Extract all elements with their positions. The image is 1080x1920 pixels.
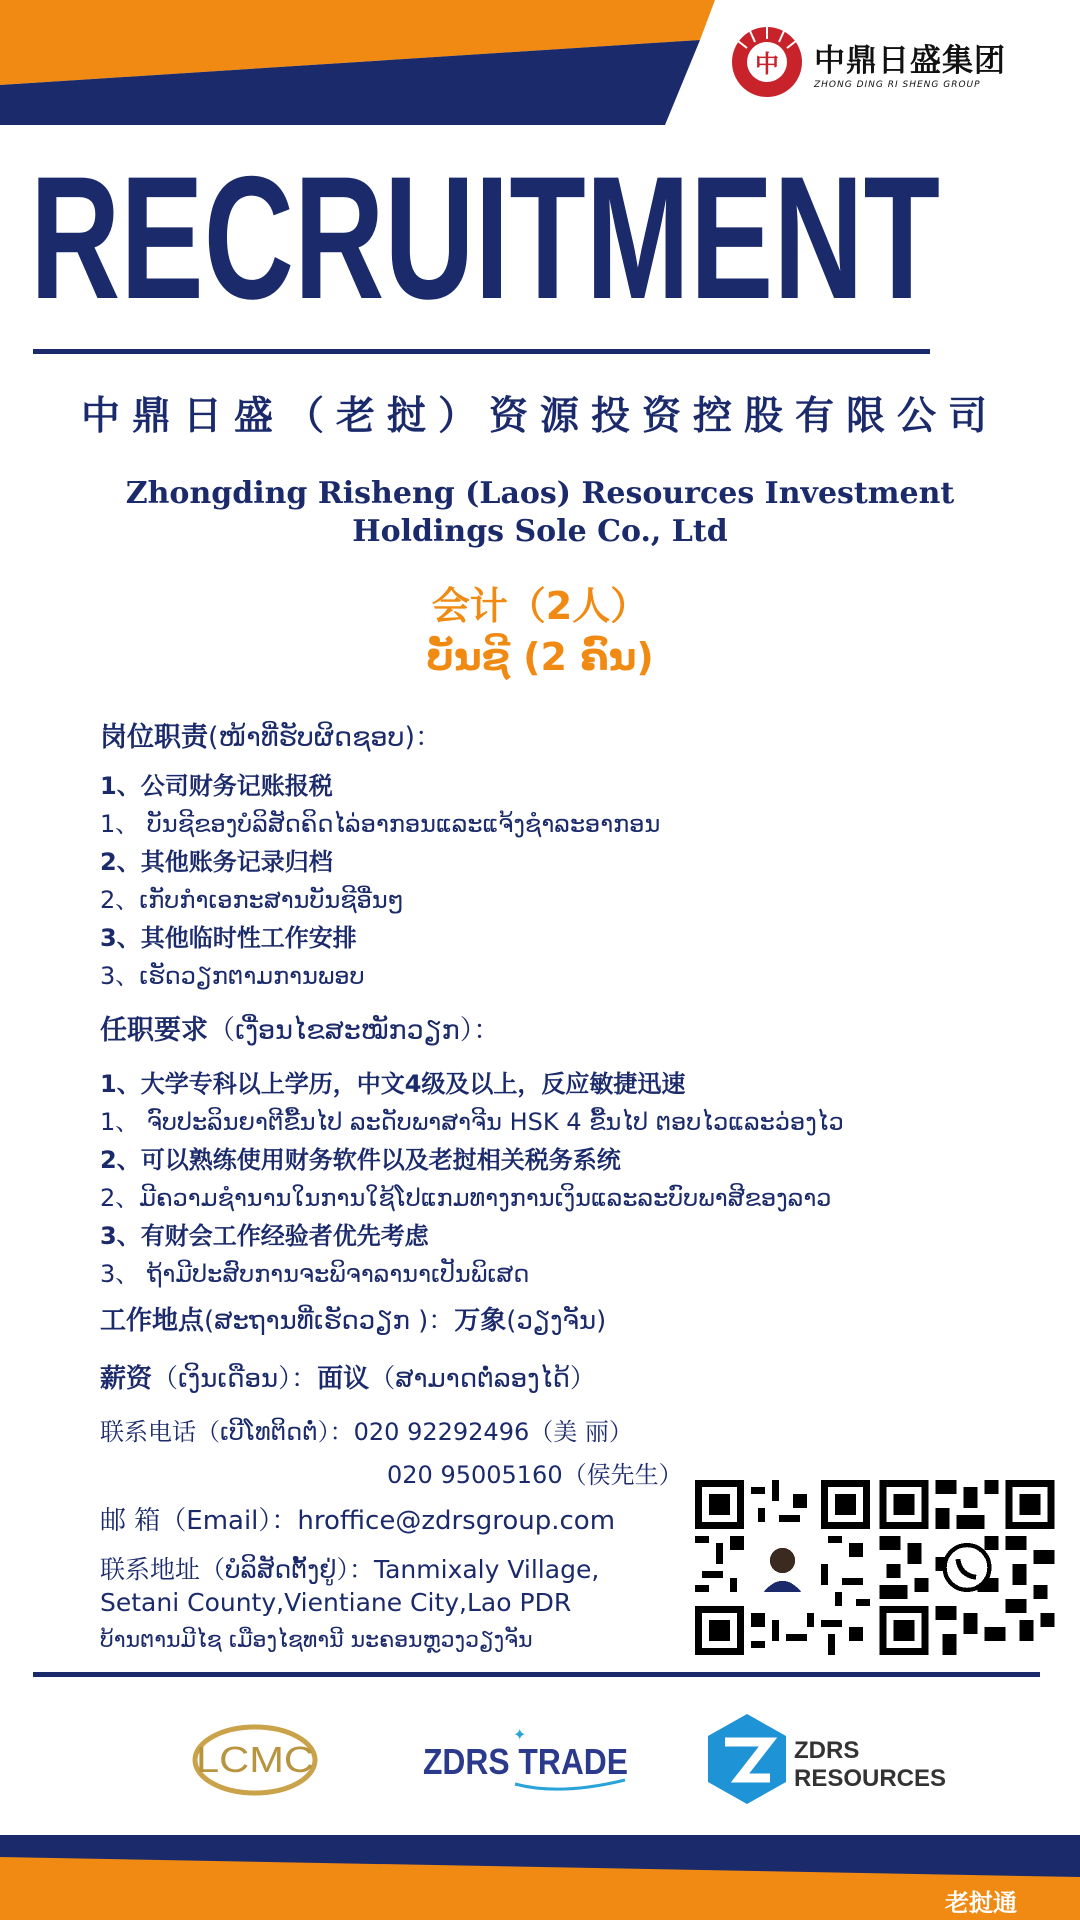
zdrs-resources-text-2: RESOURCES <box>794 1765 947 1792</box>
list-item: 2、可以熟练使用财务软件以及老挝相关税务系统 <box>100 1146 621 1174</box>
zdrs-trade-logo <box>423 1725 628 1789</box>
zdrs-trade-text: ZDRS TRADE <box>423 1741 628 1782</box>
phone-number-1[interactable]: 020 92292496（美 丽） <box>353 1418 633 1446</box>
address-line2: Setani County,Vientiane City,Lao PDR <box>100 1588 572 1617</box>
duties-heading <box>100 715 442 754</box>
lcmc-logo <box>195 1727 315 1793</box>
contact-email <box>100 1500 615 1537</box>
email-address[interactable]: hroffice@zdrsgroup.com <box>297 1506 616 1536</box>
salary-value-cn: 面议 <box>317 1364 370 1394</box>
list-item: 1、 ບັນຊີຂອງບໍລິສັດຄິດໄລ່ອາກອນແລະແຈ້ງຊຳລະອາກອນ <box>100 810 661 838</box>
salary-label-lo: （ເງິນເດືອນ）： <box>152 1364 318 1394</box>
address-line1: Tanmixaly Village, <box>373 1555 600 1584</box>
logo-text-en: ZHONG DING RI SHENG GROUP <box>814 79 981 90</box>
list-item: 2、ເກັບກຳເອກະສານບັນຊີອື່ນໆ <box>100 886 404 914</box>
list-item: 3、ເຮັດວຽກຕາມການພອບ <box>100 962 365 990</box>
list-item: 3、 ຖ້າມີປະສົບການຈະພິຈາລານາເປັນພິເສດ <box>100 1260 530 1288</box>
company-name-en <box>0 475 1080 551</box>
qr-code-contact[interactable] <box>695 1480 870 1655</box>
salary-value-lo: （ສາມາດຕໍ່ລອງໄດ້） <box>369 1364 596 1394</box>
salary <box>100 1358 596 1395</box>
location-label-cn: 工作地点 <box>100 1306 205 1336</box>
list-item: 1、大学专科以上学历，中文4级及以上，反应敏捷迅速 <box>100 1070 686 1098</box>
headline-text: RECRUITMENT <box>30 160 940 310</box>
location-value-cn: 万象 <box>454 1306 507 1336</box>
phone-number-2[interactable]: 020 95005160（侯先生） <box>387 1461 683 1489</box>
requirements-heading <box>100 1008 500 1047</box>
company-name-en-line2: Holdings Sole Co., Ltd <box>352 514 728 549</box>
app-watermark: 老挝通 <box>945 1889 1017 1917</box>
list-item: 1、公司财务记账报税 <box>100 772 333 800</box>
zdrs-resources-logo <box>708 1714 946 1804</box>
list-item: 3、有财会工作经验者优先考虑 <box>100 1222 429 1250</box>
address-label: 联系地址（ບໍລິສັດຕັ້ງຢູ່）： <box>100 1555 374 1584</box>
work-location <box>100 1300 606 1337</box>
salary-label-cn: 薪资 <box>100 1364 153 1394</box>
contact-address <box>100 1550 599 1586</box>
position-title-cn: 会计（2人） <box>431 584 649 628</box>
company-name-en-line1: Zhongding Risheng (Laos) Resources Investment <box>125 476 955 511</box>
requirements-heading-lo: （ເງື່ອນໄຂສະໝັກວຽກ）： <box>208 1015 501 1046</box>
logo-text-cn: 中鼎日盛集团 <box>814 42 1006 79</box>
headline <box>0 160 1080 310</box>
contact-phone <box>100 1412 633 1447</box>
company-name-cn: 中鼎日盛（老挝）资源投资控股有限公司 <box>80 394 999 439</box>
zdrs-resources-text-1: ZDRS <box>794 1737 860 1764</box>
list-item: 2、其他账务记录归档 <box>100 848 333 876</box>
bottom-banner <box>0 1835 1080 1920</box>
duties-heading-cn: 岗位职责 <box>100 722 208 753</box>
requirements-list <box>100 1065 960 1293</box>
position-title-lo: ບັນຊີ (2 ຄົນ) <box>426 635 654 679</box>
svg-text:✦: ✦ <box>513 1725 527 1744</box>
phone-label: 联系电话（ເບີໂທຕິດຕໍ່）： <box>100 1418 354 1446</box>
location-label-lo: (ສະຖານທີ່ເຮັດວຽກ )： <box>204 1306 455 1336</box>
qr-code-whatsapp[interactable] <box>878 1480 1056 1655</box>
list-item: 1、 ຈົບປະລິນຍາຕີຂື້ນໄປ ລະດັບພາສາຈີນ HSK 4 ຂື້ນໄປ ຕອບໄວແລະວ່ອງໄວ <box>100 1108 844 1136</box>
address-lao: ບ້ານຕານມີໄຊ ເມືອງໄຊທານີ ນະຄອນຫຼວງວຽງຈັນ <box>100 1628 533 1653</box>
duties-heading-lo: (ໜ້າທີ່ຮັບຜິດຊອບ)： <box>208 722 443 753</box>
company-logo <box>730 22 1060 102</box>
list-item: 3、其他临时性工作安排 <box>100 924 357 952</box>
company-emblem-icon <box>730 25 804 99</box>
lcmc-text: LCMC <box>196 1739 314 1780</box>
duties-list <box>100 767 960 995</box>
divider <box>33 349 930 354</box>
svg-text:中: 中 <box>755 50 779 78</box>
divider <box>33 1672 1040 1677</box>
partner-logos <box>0 1700 1080 1820</box>
email-label: 邮 箱（Email）： <box>100 1506 298 1536</box>
requirements-heading-cn: 任职要求 <box>100 1015 208 1046</box>
list-item: 2、ມີຄວາມຊຳນານໃນການໃຊ້ໂປແກມທາງການເງິນແລະລະບົບພາສີຂອງລາວ <box>100 1184 832 1212</box>
location-value-lo: (ວຽງຈັນ) <box>506 1306 607 1336</box>
